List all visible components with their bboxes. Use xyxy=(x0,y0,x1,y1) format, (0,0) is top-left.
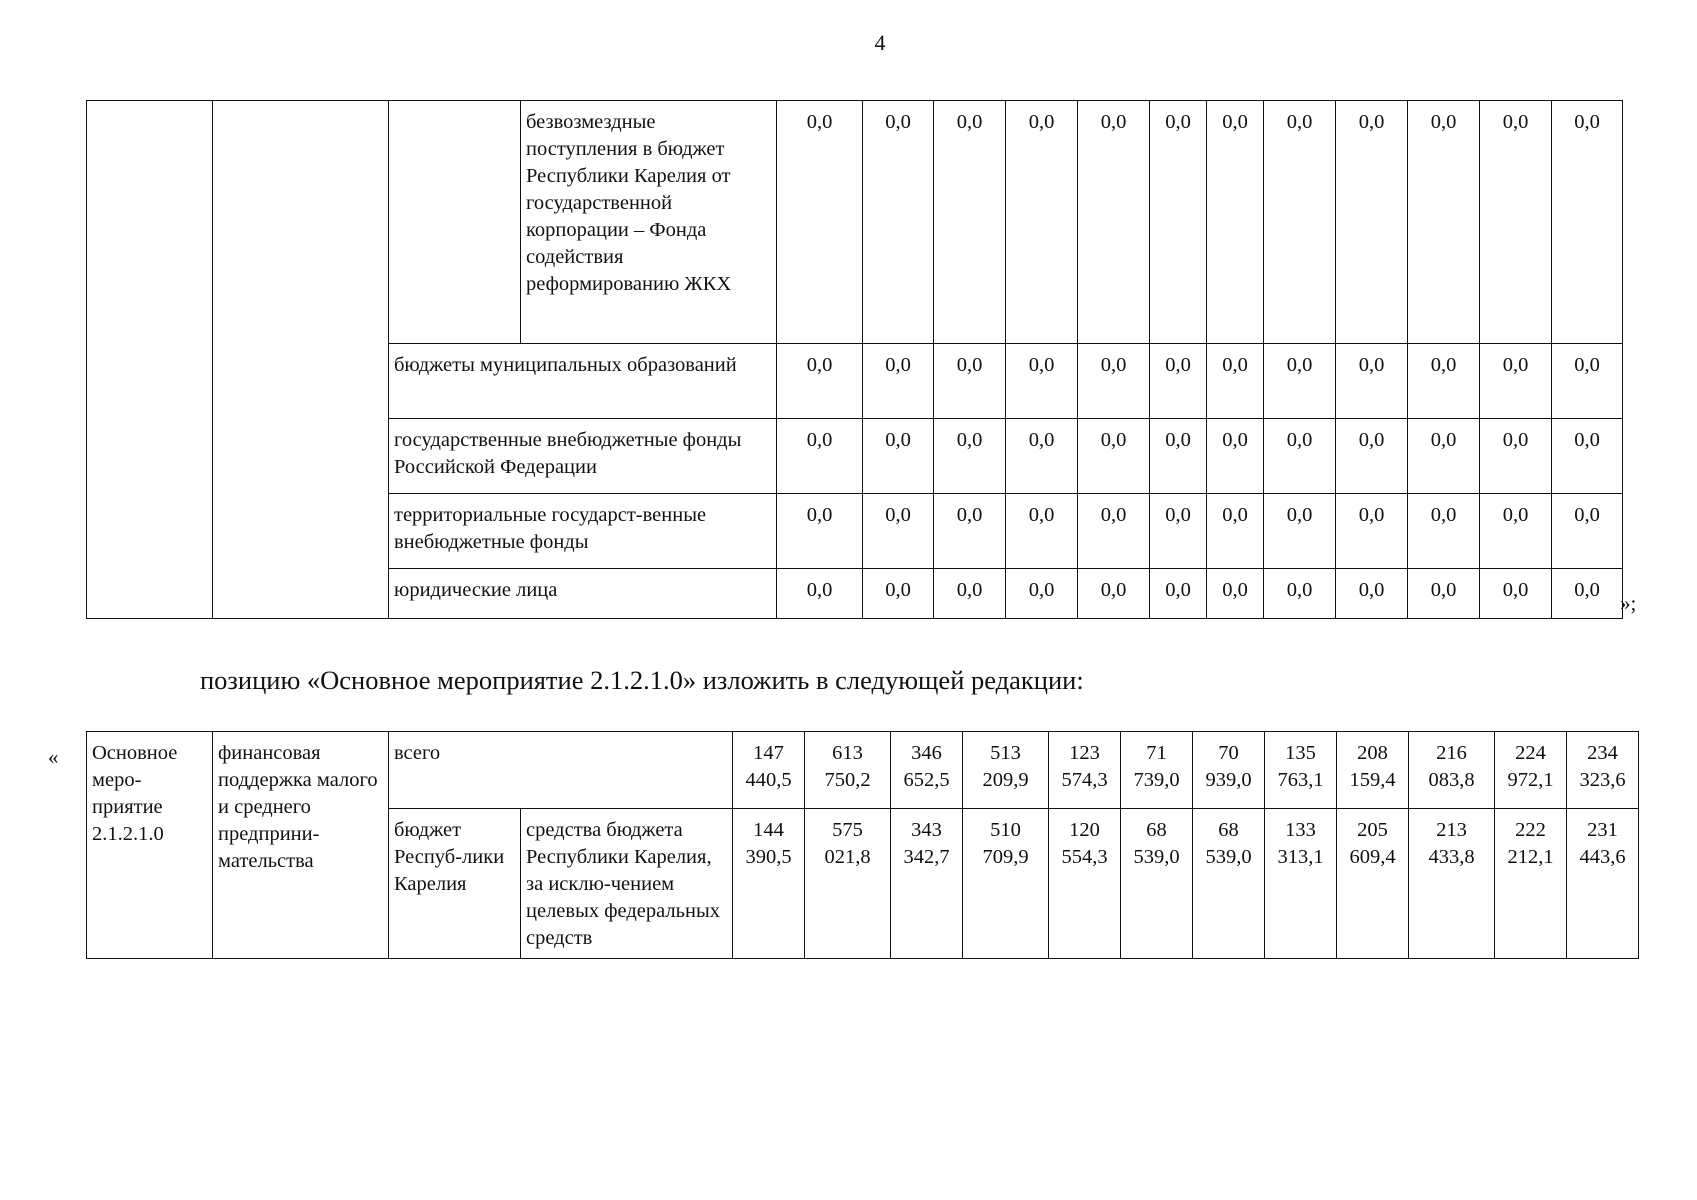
budget-value-cell: 213 433,8 xyxy=(1409,809,1495,959)
source-value-cell: 0,0 xyxy=(1078,344,1150,419)
source-value-cell: 0,0 xyxy=(934,344,1006,419)
budget-label-cell: бюджет Респуб-лики Карелия xyxy=(389,809,521,959)
source-value-cell: 0,0 xyxy=(1264,419,1336,494)
total-value-cell: 613 750,2 xyxy=(805,732,891,809)
source-value-cell: 0,0 xyxy=(1006,494,1078,569)
total-value-cell: 123 574,3 xyxy=(1049,732,1121,809)
source-value-cell: 0,0 xyxy=(1336,419,1408,494)
total-value-cell: 234 323,6 xyxy=(1567,732,1639,809)
source-value-cell: 0,0 xyxy=(1336,569,1408,619)
budget-value-cell: 133 313,1 xyxy=(1265,809,1337,959)
source-value-cell: 0,0 xyxy=(1552,344,1623,419)
source-value-cell: 0,0 xyxy=(1408,494,1480,569)
source-value-cell: 0,0 xyxy=(934,494,1006,569)
source-value-cell: 0,0 xyxy=(934,569,1006,619)
measure-cell: Основное меро-приятие 2.1.2.1.0 xyxy=(87,732,213,959)
total-value-cell: 71 739,0 xyxy=(1121,732,1193,809)
source-value-cell: 0,0 xyxy=(1150,101,1207,344)
source-value-cell: 0,0 xyxy=(934,101,1006,344)
source-label-cell: территориальные государст-венные внебюджетные фонды xyxy=(389,494,777,569)
source-value-cell: 0,0 xyxy=(1006,569,1078,619)
source-value-cell: 0,0 xyxy=(1408,419,1480,494)
closing-quote: »; xyxy=(1620,591,1637,615)
total-value-cell: 147 440,5 xyxy=(733,732,805,809)
source-value-cell: 0,0 xyxy=(1078,494,1150,569)
source-value-cell: 0,0 xyxy=(1552,101,1623,344)
source-value-cell: 0,0 xyxy=(777,344,863,419)
source-value-cell: 0,0 xyxy=(1207,494,1264,569)
total-value-cell: 208 159,4 xyxy=(1337,732,1409,809)
total-value-cell: 513 209,9 xyxy=(963,732,1049,809)
budget-value-cell: 343 342,7 xyxy=(891,809,963,959)
budget-value-cell: 120 554,3 xyxy=(1049,809,1121,959)
source-value-cell: 0,0 xyxy=(1006,419,1078,494)
total-value-cell: 216 083,8 xyxy=(1409,732,1495,809)
source-value-cell: 0,0 xyxy=(1150,569,1207,619)
source-value-cell: 0,0 xyxy=(934,419,1006,494)
source-value-cell: 0,0 xyxy=(777,494,863,569)
source-value-cell: 0,0 xyxy=(863,101,934,344)
source-value-cell: 0,0 xyxy=(1150,344,1207,419)
source-value-cell: 0,0 xyxy=(1264,494,1336,569)
source-value-cell: 0,0 xyxy=(777,569,863,619)
source-value-cell: 0,0 xyxy=(1552,569,1623,619)
page-number: 4 xyxy=(874,30,886,55)
source-value-cell: 0,0 xyxy=(1078,101,1150,344)
source-value-cell: 0,0 xyxy=(1480,494,1552,569)
source-value-cell: 0,0 xyxy=(1150,419,1207,494)
source-label-cell: государственные внебюджетные фонды Российской Федерации xyxy=(389,419,777,494)
funds-label-cell: средства бюджета Республики Карелия, за исклю-чением целевых федеральных средств xyxy=(521,809,733,959)
empty-cell-1 xyxy=(87,101,213,619)
source-value-cell: 0,0 xyxy=(863,419,934,494)
source-value-cell: 0,0 xyxy=(1207,344,1264,419)
source-value-cell: 0,0 xyxy=(863,344,934,419)
budget-value-cell: 68 539,0 xyxy=(1193,809,1265,959)
source-value-cell: 0,0 xyxy=(1264,101,1336,344)
budget-value-cell: 231 443,6 xyxy=(1567,809,1639,959)
total-value-cell: 70 939,0 xyxy=(1193,732,1265,809)
budget-value-cell: 68 539,0 xyxy=(1121,809,1193,959)
source-value-cell: 0,0 xyxy=(1264,569,1336,619)
total-row xyxy=(87,732,1639,809)
source-value-cell: 0,0 xyxy=(1480,569,1552,619)
source-label-cell: бюджеты муниципальных образований xyxy=(389,344,777,419)
total-value-cell: 346 652,5 xyxy=(891,732,963,809)
source-value-cell: 0,0 xyxy=(1480,344,1552,419)
source-label-cell: юридические лица xyxy=(389,569,777,619)
source-value-cell: 0,0 xyxy=(1207,419,1264,494)
description-cell: финансовая поддержка малого и среднего предприни-мательства xyxy=(213,732,389,959)
source-value-cell: 0,0 xyxy=(1552,494,1623,569)
source-value-cell: 0,0 xyxy=(1336,344,1408,419)
source-value-cell: 0,0 xyxy=(1552,419,1623,494)
budget-value-cell: 144 390,5 xyxy=(733,809,805,959)
source-value-cell: 0,0 xyxy=(1480,101,1552,344)
source-value-cell: 0,0 xyxy=(1207,569,1264,619)
amendment-paragraph: позицию «Основное мероприятие 2.1.2.1.0» изложить в следующей редакции: xyxy=(200,665,1084,695)
source-value-cell: 0,0 xyxy=(1336,101,1408,344)
budget-value-cell: 510 709,9 xyxy=(963,809,1049,959)
budget-value-cell: 205 609,4 xyxy=(1337,809,1409,959)
funding-source-row xyxy=(87,101,1623,344)
source-value-cell: 0,0 xyxy=(1078,419,1150,494)
empty-cell-2 xyxy=(213,101,389,619)
total-value-cell: 135 763,1 xyxy=(1265,732,1337,809)
source-value-cell: 0,0 xyxy=(1480,419,1552,494)
budget-value-cell: 222 212,1 xyxy=(1495,809,1567,959)
source-value-cell: 0,0 xyxy=(863,494,934,569)
source-value-cell: 0,0 xyxy=(1078,569,1150,619)
total-label-cell: всего xyxy=(389,732,733,809)
source-value-cell: 0,0 xyxy=(1408,344,1480,419)
budget-value-cell: 575 021,8 xyxy=(805,809,891,959)
source-value-cell: 0,0 xyxy=(863,569,934,619)
source-value-cell: 0,0 xyxy=(1336,494,1408,569)
source-value-cell: 0,0 xyxy=(1264,344,1336,419)
source-value-cell: 0,0 xyxy=(777,101,863,344)
source-label-cell: безвозмездные поступления в бюджет Республики Карелия от государственной корпорации – Фонда содействия реформированию ЖКХ xyxy=(521,101,777,344)
source-value-cell: 0,0 xyxy=(1006,344,1078,419)
total-value-cell: 224 972,1 xyxy=(1495,732,1567,809)
source-value-cell: 0,0 xyxy=(1408,101,1480,344)
source-value-cell: 0,0 xyxy=(1006,101,1078,344)
main-measure-table xyxy=(86,731,1639,959)
source-value-cell: 0,0 xyxy=(777,419,863,494)
source-value-cell: 0,0 xyxy=(1207,101,1264,344)
empty-cell-3 xyxy=(389,101,521,344)
opening-quote: « xyxy=(48,745,59,769)
funding-sources-table xyxy=(86,100,1623,619)
source-value-cell: 0,0 xyxy=(1150,494,1207,569)
source-value-cell: 0,0 xyxy=(1408,569,1480,619)
